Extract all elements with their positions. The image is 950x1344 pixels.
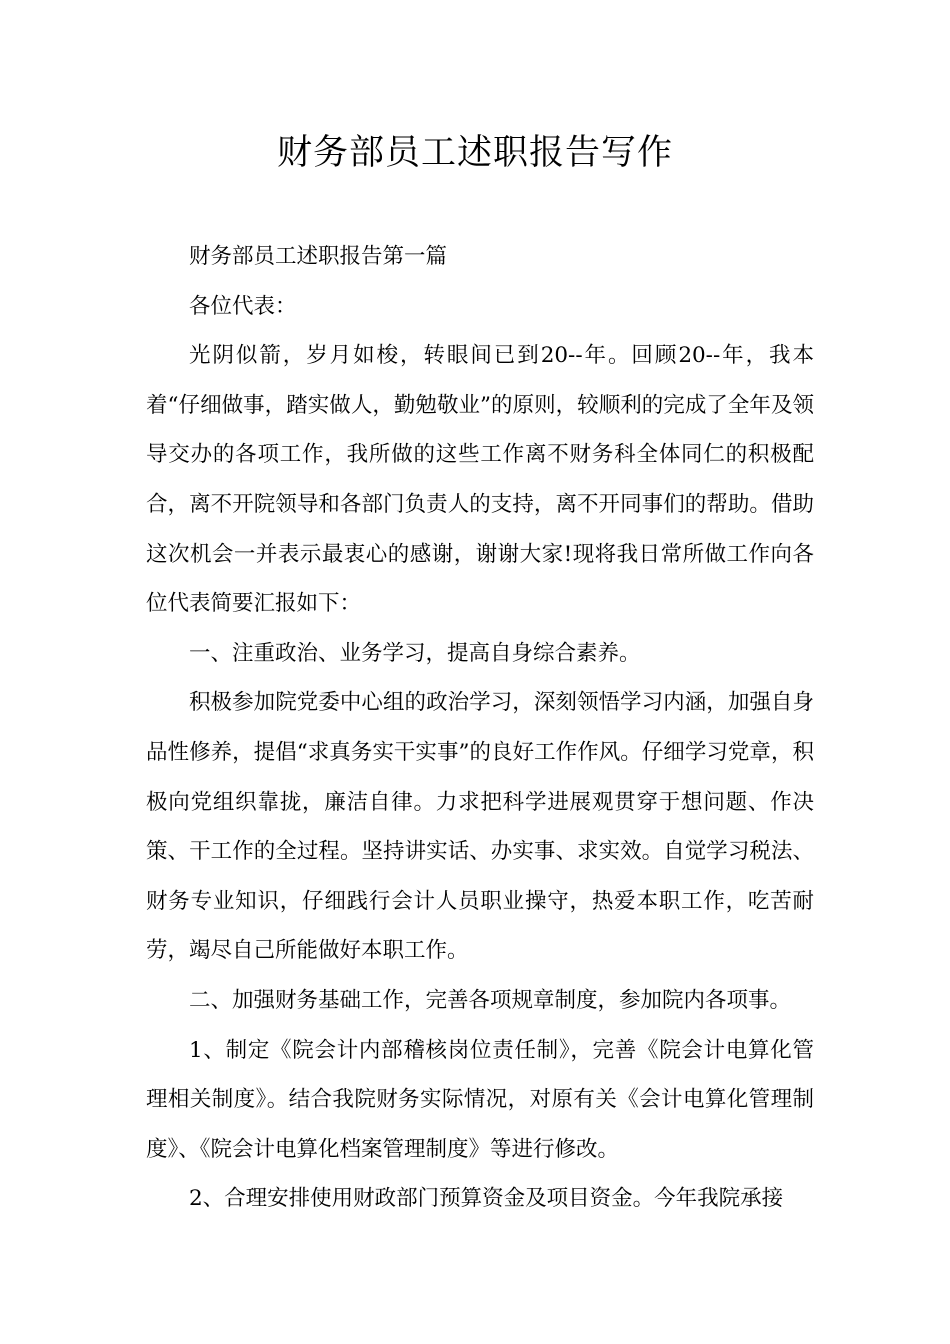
intro-paragraph: 光阴似箭，岁月如梭，转眼间已到20--年。回顾20--年，我本着“仔细做事，踏实做人，勤勉敬业”的原则，较顺利的完成了全年及领导交办的各项工作，我所做的这些工作离不财务科全体同仁的积极配合，离不开院领导和各部门负责人的支持，离不开同事们的帮助。借助这次机会一并表示最衷心的感谢，谢谢大家!现将我日常所做工作向各位代表简要汇报如下：: [146, 343, 814, 617]
paragraph-item-1: 1、制定《院会计内部稽核岗位责任制》，完善《院会计电算化管理相关制度》。结合我院财务实际情况，对原有关《会计电算化管理制度》、《院会计电算化档案管理制度》等进行修改。: [146, 1037, 814, 1162]
heading-part-two: 二、加强财务基础工作，完善各项规章制度，参加院内各项事。: [189, 987, 792, 1013]
document-title: 财务部员工述职报告写作: [276, 133, 673, 173]
heading-part-one: 一、注重政治、业务学习，提高自身综合素养。: [189, 640, 641, 666]
paragraph-item-2: 2、合理安排使用财政部门预算资金及项目资金。今年我院承接: [189, 1186, 784, 1212]
section-heading: 财务部员工述职报告第一篇: [189, 244, 448, 269]
document-body: [146, 232, 814, 1224]
salutation: 各位代表：: [189, 293, 297, 319]
paragraph-study: 积极参加院党委中心组的政治学习，深刻领悟学习内涵，加强自身品性修养，提倡“求真务实干实事”的良好工作作风。仔细学习党章，积极向党组织靠拢，廉洁自律。力求把科学进展观贯穿于想问题、作决策、干工作的全过程。坚持讲实话、办实事、求实效。自觉学习税法、财务专业知识，仔细践行会计人员职业操守，热爱本职工作，吃苦耐劳，竭尽自己所能做好本职工作。: [146, 690, 814, 964]
